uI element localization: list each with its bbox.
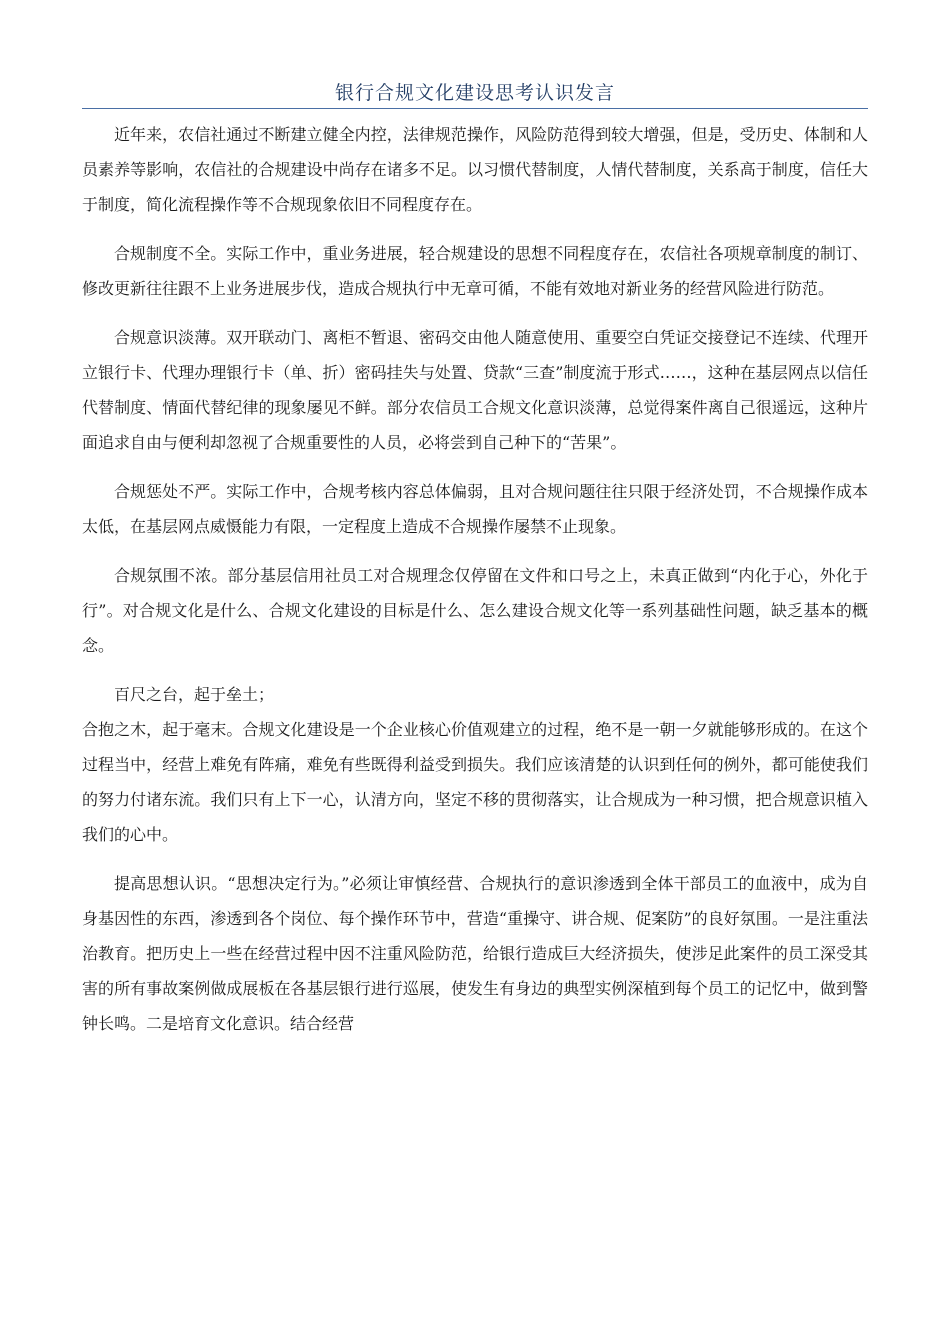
paragraph-raise-awareness: 提高思想认识。“思想决定行为。”必须让审慎经营、合规执行的意识渗透到全体干部员工的血液中，成为自身基因性的东西，渗透到各个岗位、每个操作环节中，营造“重操守、讲合规、促案防”的良好氛围。一是注重法治教育。把历史上一些在经营过程中因不注重风险防范，给银行造成巨大经济损失，使涉足此案件的员工深受其害的所有事故案例做成展板在各基层银行进行巡展，使发生有身边的典型实例深植到每个员工的记忆中，做到警钟长鸣。二是培育文化意识。结合经营 bbox=[82, 874, 868, 1033]
paragraph-weak-awareness: 合规意识淡薄。双开联动门、离柜不暂退、密码交由他人随意使用、重要空白凭证交接登记不连续、代理开立银行卡、代理办理银行卡（单、折）密码挂失与处置、贷款“三查”制度流于形式……，这种在基层网点以信任代替制度、情面代替纪律的现象屡见不鲜。部分农信员工合规文化意识淡薄，总觉得案件离自己很遥远，这种片面追求自由与便利却忽视了合规重要性的人员，必将尝到自己种下的“苦果”。 bbox=[82, 328, 868, 452]
paragraph-weak-atmosphere: 合规氛围不浓。部分基层信用社员工对合规理念仅停留在文件和口号之上，未真正做到“内化于心，外化于行”。对合规文化是什么、合规文化建设的目标是什么、怎么建设合规文化等一系列基础性问题，缺乏基本的概念。 bbox=[82, 566, 868, 655]
paragraph-intro: 近年来，农信社通过不断建立健全内控，法律规范操作，风险防范得到较大增强，但是，受历史、体制和人员素养等影响，农信社的合规建设中尚存在诸多不足。以习惯代替制度，人情代替制度，关系高于制度，信任大于制度，简化流程操作等不合规现象依旧不同程度存在。 bbox=[82, 125, 868, 214]
paragraph-system-incomplete: 合规制度不全。实际工作中，重业务进展，轻合规建设的思想不同程度存在，农信社各项规章制度的制订、修改更新往往跟不上业务进展步伐，造成合规执行中无章可循，不能有效地对新业务的经营风险进行防范。 bbox=[82, 244, 868, 298]
document-title: 银行合规文化建设思考认识发言 bbox=[334, 82, 615, 104]
paragraph-proverb-continuation: 合抱之木，起于毫末。合规文化建设是一个企业核心价值观建立的过程，绝不是一朝一夕就能够形成的。在这个过程当中，经营上难免有阵痛，难免有些既得利益受到损失。我们应该清楚的认识到任何的例外，都可能使我们的努力付诸东流。我们只有上下一心，认清方向，坚定不移的贯彻落实，让合规成为一种习惯，把合规意识植入我们的心中。 bbox=[82, 720, 868, 844]
document-page bbox=[82, 78, 868, 1055]
paragraph-proverb-line: 百尺之台，起于垒土； bbox=[114, 685, 275, 704]
paragraph-lax-punishment: 合规惩处不严。实际工作中，合规考核内容总体偏弱，且对合规问题往往只限于经济处罚，不合规操作成本太低，在基层网点威慑能力有限，一定程度上造成不合规操作屡禁不止现象。 bbox=[82, 482, 868, 536]
title-underline bbox=[82, 108, 868, 109]
